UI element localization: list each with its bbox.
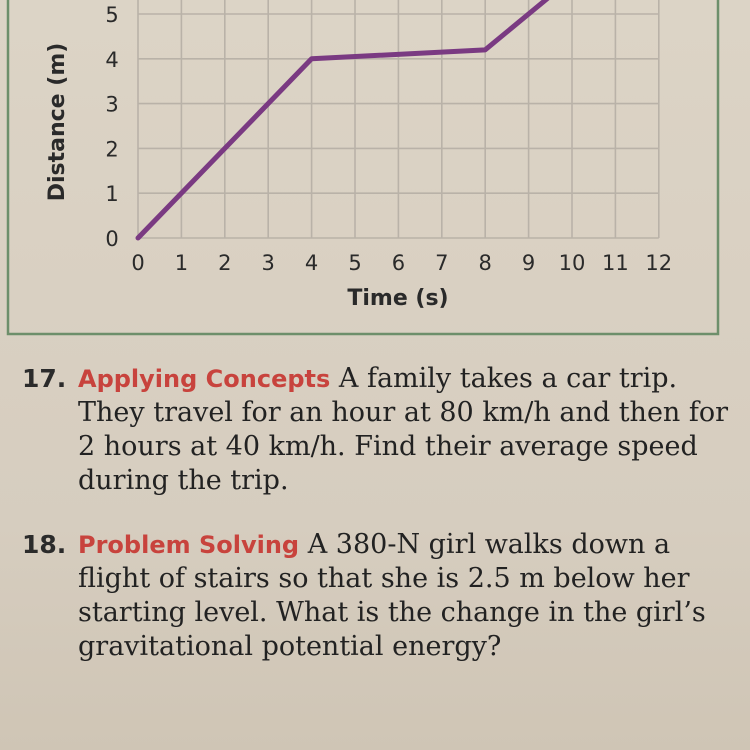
y-tick-label: 3 — [105, 92, 119, 117]
problem-heading: Applying Concepts — [78, 365, 331, 393]
tick-labels — [105, 3, 672, 275]
x-tick-label: 6 — [391, 251, 406, 275]
y-tick-label: 2 — [105, 137, 119, 162]
y-tick-label: 1 — [105, 182, 119, 207]
x-tick-label: 5 — [348, 251, 362, 275]
problem-text: A 380-N girl walks down a flight of stairs so that she is 2.5 m below her starting level. What is the change in the girl’s gravitational potential energy? — [78, 529, 706, 662]
problem-body — [78, 528, 738, 664]
grid — [138, 0, 659, 238]
problem-body — [78, 362, 738, 498]
x-tick-label: 1 — [174, 251, 189, 275]
problem-number: 18. — [22, 530, 67, 559]
series-line — [138, 0, 550, 238]
problem-number: 17. — [22, 364, 67, 393]
x-tick-label: 9 — [521, 251, 536, 275]
x-tick-label: 2 — [218, 251, 232, 275]
x-tick-label: 7 — [435, 251, 449, 275]
problem-heading: Problem Solving — [78, 531, 300, 559]
y-tick-label: 5 — [105, 3, 119, 27]
y-axis-label: Distance (m) — [45, 42, 70, 202]
x-tick-label: 0 — [131, 251, 145, 275]
x-tick-label: 12 — [645, 251, 673, 275]
x-tick-label: 11 — [602, 251, 629, 275]
x-tick-label: 3 — [261, 251, 275, 275]
x-axis-label: Time (s) — [347, 286, 449, 311]
y-tick-label: 4 — [105, 47, 119, 72]
x-tick-label: 8 — [478, 251, 492, 275]
problem-text: A family takes a car trip. They travel for an hour at 80 km/h and then for 2 hours at 40 km/h. Find their average speed during the trip. — [78, 363, 729, 496]
data-lines — [138, 0, 550, 238]
y-tick-label: 0 — [105, 227, 119, 251]
x-tick-label: 10 — [558, 251, 586, 275]
x-tick-label: 4 — [304, 251, 319, 275]
